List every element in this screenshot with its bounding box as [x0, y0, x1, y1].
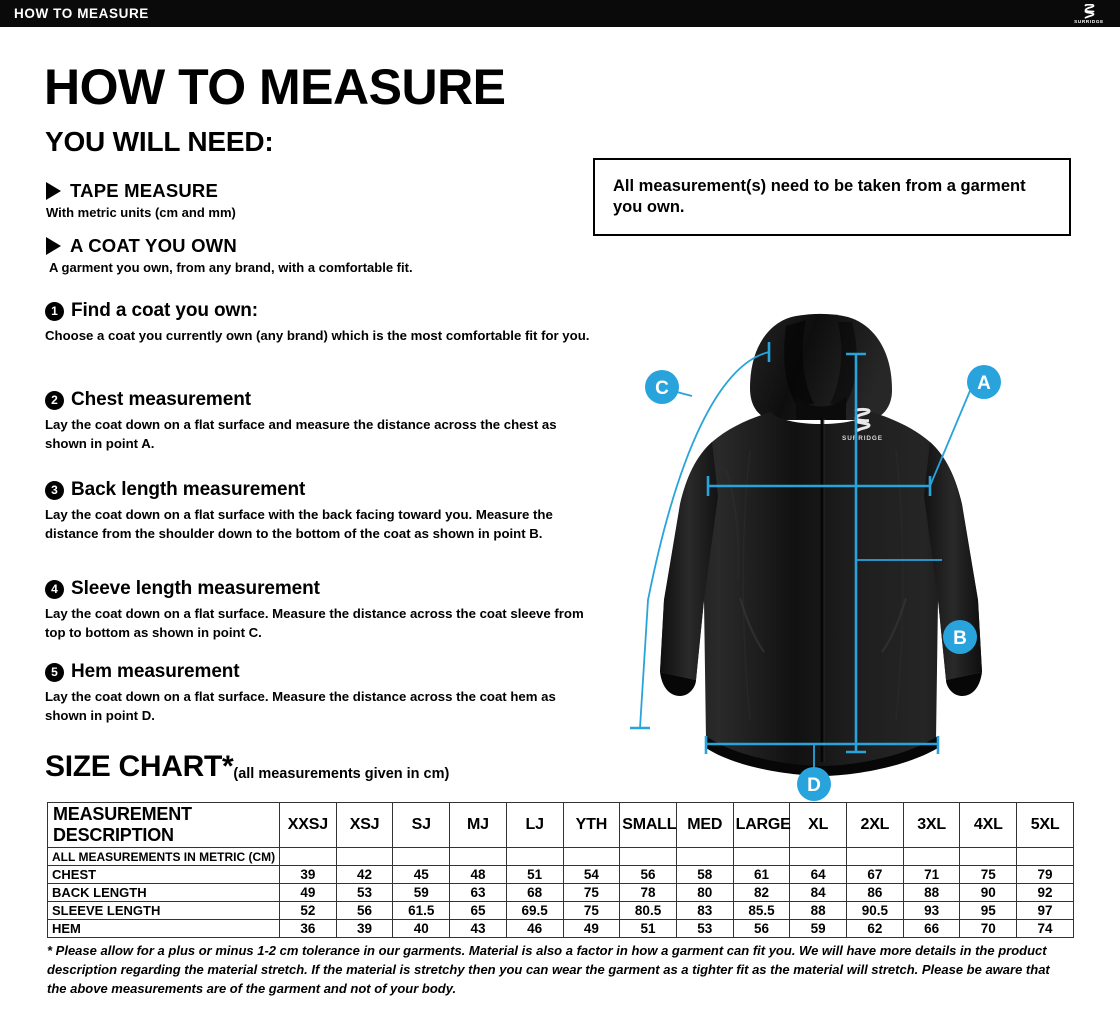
table-cell-value: 62 — [847, 920, 904, 938]
step-number-badge: 1 — [45, 302, 64, 321]
table-cell-value: 66 — [903, 920, 960, 938]
table-cell-empty — [903, 848, 960, 866]
step-3 — [45, 479, 590, 543]
table-header-size: MJ — [450, 803, 507, 848]
table-header-size: 5XL — [1017, 803, 1074, 848]
table-body — [48, 848, 1074, 938]
table-cell-value: 97 — [1017, 902, 1074, 920]
table-cell-empty — [620, 848, 677, 866]
step-number-badge: 5 — [45, 663, 64, 682]
table-cell-value: 75 — [563, 902, 620, 920]
table-cell-metric-note: ALL MEASUREMENTS IN METRIC (CM) — [48, 848, 280, 866]
step-title: Back length measurement — [71, 479, 306, 500]
table-cell-empty — [676, 848, 733, 866]
table-cell-value: 36 — [280, 920, 337, 938]
table-row — [48, 920, 1074, 938]
step-title: Find a coat you own: — [71, 300, 258, 321]
table-header-size: LJ — [506, 803, 563, 848]
table-cell-value: 58 — [676, 866, 733, 884]
need-item-sub: With metric units (cm and mm) — [46, 205, 236, 220]
step-number-badge: 2 — [45, 391, 64, 410]
surridge-logo-icon — [1066, 2, 1112, 26]
jacket-graphic — [660, 314, 982, 776]
need-item-title: TAPE MEASURE — [70, 180, 219, 201]
table-header-size: 3XL — [903, 803, 960, 848]
table-cell-value: 78 — [620, 884, 677, 902]
table-cell-empty — [790, 848, 847, 866]
table-cell-value: 52 — [280, 902, 337, 920]
table-cell-value: 39 — [280, 866, 337, 884]
step-body: Lay the coat down on a flat surface. Measure the distance across the coat hem as shown in point D. — [45, 689, 556, 723]
table-row — [48, 902, 1074, 920]
table-cell-value: 95 — [960, 902, 1017, 920]
table-cell-value: 84 — [790, 884, 847, 902]
table-header-size: MED — [676, 803, 733, 848]
need-item-coat — [46, 235, 413, 275]
table-cell-empty — [450, 848, 507, 866]
step-number-badge: 4 — [45, 580, 64, 599]
table-cell-value: 93 — [903, 902, 960, 920]
table-cell-value: 75 — [563, 884, 620, 902]
table-cell-value: 43 — [450, 920, 507, 938]
table-cell-value: 88 — [790, 902, 847, 920]
table-cell-value: 51 — [506, 866, 563, 884]
table-cell-empty — [280, 848, 337, 866]
table-cell-value: 39 — [336, 920, 393, 938]
triangle-bullet-icon — [46, 237, 61, 255]
size-chart-table-wrap — [47, 802, 1074, 938]
svg-text:SURRIDGE: SURRIDGE — [842, 435, 883, 442]
table-cell-value: 46 — [506, 920, 563, 938]
table-header-size: 4XL — [960, 803, 1017, 848]
table-cell-value: 67 — [847, 866, 904, 884]
table-cell-empty — [960, 848, 1017, 866]
table-header-size: SMALL — [620, 803, 677, 848]
table-cell-value: 59 — [393, 884, 450, 902]
table-cell-value: 70 — [960, 920, 1017, 938]
page-title: HOW TO MEASURE — [44, 59, 506, 115]
step-number-badge: 3 — [45, 481, 64, 500]
top-bar-title: HOW TO MEASURE — [14, 6, 149, 21]
table-cell-value: 82 — [733, 884, 790, 902]
table-header-size: XXSJ — [280, 803, 337, 848]
table-cell-value: 71 — [903, 866, 960, 884]
size-chart-subtitle: (all measurements given in cm) — [233, 766, 450, 782]
need-item-tape-measure — [46, 180, 236, 220]
table-header-size: 2XL — [847, 803, 904, 848]
table-cell-value: 69.5 — [506, 902, 563, 920]
step-title: Sleeve length measurement — [71, 578, 320, 599]
table-cell-value: 40 — [393, 920, 450, 938]
table-cell-value: 61 — [733, 866, 790, 884]
table-cell-measurement-name: CHEST — [48, 866, 280, 884]
table-cell-value: 80 — [676, 884, 733, 902]
table-cell-empty — [336, 848, 393, 866]
table-header-size: XSJ — [336, 803, 393, 848]
step-1 — [45, 300, 590, 346]
table-header-size: LARGE — [733, 803, 790, 848]
table-cell-value: 53 — [676, 920, 733, 938]
table-cell-measurement-name: SLEEVE LENGTH — [48, 902, 280, 920]
table-cell-value: 53 — [336, 884, 393, 902]
size-chart-heading — [45, 750, 449, 784]
table-cell-value: 85.5 — [733, 902, 790, 920]
top-bar — [0, 0, 1120, 27]
svg-text:B: B — [953, 628, 967, 649]
table-cell-measurement-name: BACK LENGTH — [48, 884, 280, 902]
table-cell-value: 79 — [1017, 866, 1074, 884]
table-cell-value: 90.5 — [847, 902, 904, 920]
table-cell-value: 75 — [960, 866, 1017, 884]
table-row — [48, 884, 1074, 902]
table-cell-measurement-name: HEM — [48, 920, 280, 938]
need-item-sub: A garment you own, from any brand, with a comfortable fit. — [49, 260, 413, 275]
marker-C — [645, 370, 679, 404]
table-cell-value: 56 — [336, 902, 393, 920]
step-5 — [45, 661, 590, 725]
marker-A — [967, 365, 1001, 399]
table-cell-value: 56 — [733, 920, 790, 938]
table-cell-value: 49 — [280, 884, 337, 902]
table-cell-empty — [847, 848, 904, 866]
size-chart-table — [47, 802, 1074, 938]
marker-D — [797, 767, 831, 801]
footnote-text: * Please allow for a plus or minus 1-2 cm tolerance in our garments. Material is also a factor in how a garment can fit you. We will have more details in the product description regarding the material stretch. If the material is stretchy then you can wear the garment as a tighter fit as the material will stretch. Please be aware that the above measurements are of the garment and not of your body. — [47, 943, 1050, 996]
table-header-description: MEASUREMENT DESCRIPTION — [48, 803, 280, 848]
table-cell-empty — [506, 848, 563, 866]
step-2 — [45, 389, 590, 453]
surridge-logo-wordmark: SURRIDGE — [1074, 19, 1104, 25]
size-chart-title: SIZE CHART* — [45, 750, 234, 783]
table-cell-value: 83 — [676, 902, 733, 920]
table-header-size: SJ — [393, 803, 450, 848]
table-cell-value: 42 — [336, 866, 393, 884]
table-cell-value: 80.5 — [620, 902, 677, 920]
table-cell-empty — [393, 848, 450, 866]
table-cell-value: 54 — [563, 866, 620, 884]
table-cell-value: 88 — [903, 884, 960, 902]
triangle-bullet-icon — [46, 182, 61, 200]
step-body: Choose a coat you currently own (any brand) which is the most comfortable fit for you. — [45, 328, 590, 343]
table-cell-value: 51 — [620, 920, 677, 938]
table-cell-value: 92 — [1017, 884, 1074, 902]
table-cell-empty — [1017, 848, 1074, 866]
table-cell-value: 90 — [960, 884, 1017, 902]
table-cell-value: 64 — [790, 866, 847, 884]
step-4 — [45, 578, 590, 642]
step-body: Lay the coat down on a flat surface. Measure the distance across the coat sleeve from top to bottom as shown in point C. — [45, 606, 584, 640]
table-cell-value: 48 — [450, 866, 507, 884]
step-title: Chest measurement — [71, 389, 251, 410]
svg-text:A: A — [977, 373, 991, 394]
table-cell-value: 59 — [790, 920, 847, 938]
table-cell-value: 61.5 — [393, 902, 450, 920]
step-body: Lay the coat down on a flat surface and measure the distance across the chest as shown in point A. — [45, 417, 557, 451]
table-cell-value: 45 — [393, 866, 450, 884]
table-header-size: XL — [790, 803, 847, 848]
table-cell-empty — [733, 848, 790, 866]
table-row — [48, 848, 1074, 866]
table-cell-value: 68 — [506, 884, 563, 902]
callout-text: All measurement(s) need to be taken from a garment you own. — [613, 176, 1026, 216]
marker-B — [943, 620, 977, 654]
table-cell-value: 63 — [450, 884, 507, 902]
table-cell-value: 56 — [620, 866, 677, 884]
need-item-title: A COAT YOU OWN — [70, 235, 237, 256]
table-cell-value: 65 — [450, 902, 507, 920]
table-cell-empty — [563, 848, 620, 866]
svg-text:D: D — [807, 775, 821, 796]
table-row — [48, 866, 1074, 884]
callout-box — [593, 158, 1071, 236]
step-title: Hem measurement — [71, 661, 240, 682]
step-body: Lay the coat down on a flat surface with the back facing toward you. Measure the distance from the shoulder down to the bottom of the coat as shown in point B. — [45, 507, 553, 541]
table-cell-value: 74 — [1017, 920, 1074, 938]
table-header-row — [48, 803, 1074, 848]
jacket-measurement-illustration — [600, 300, 1070, 810]
table-cell-value: 49 — [563, 920, 620, 938]
table-header-size: YTH — [563, 803, 620, 848]
table-cell-value: 86 — [847, 884, 904, 902]
svg-text:C: C — [655, 378, 669, 399]
you-will-need-heading: YOU WILL NEED: — [45, 126, 274, 157]
